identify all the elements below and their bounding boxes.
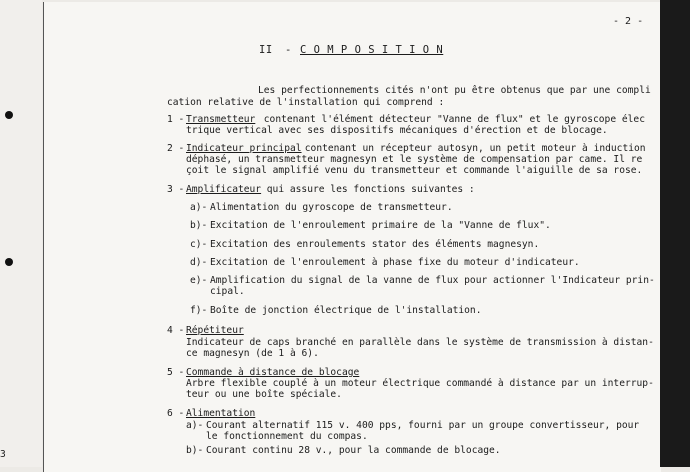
sub-item-line: Courant continu 28 v., pour la commande de blocage. (206, 445, 501, 456)
title-numeral: II (259, 44, 273, 56)
sub-item-line: Excitation de l'enroulement primaire de la "Vanne de flux". (210, 220, 551, 231)
item-heading: Alimentation (186, 408, 256, 419)
sub-item-label: d)- (190, 257, 208, 268)
punch-hole (5, 111, 13, 119)
document-page (43, 2, 661, 472)
item-line: contenant l'élément détecteur "Vanne de flux" et le gyroscope élec (258, 114, 645, 125)
sub-item-line: Courant alternatif 115 v. 400 pps, fourni par un groupe convertisseur, pour (206, 420, 640, 431)
sub-item-label: c)- (190, 239, 208, 250)
intro-line: cation relative de l'installation qui comprend : (167, 97, 445, 108)
item-heading: Commande à distance de blocage (186, 367, 360, 378)
item-heading: Amplificateur (186, 184, 262, 195)
item-number: 1 - (167, 114, 185, 125)
item-line: teur ou une boîte spéciale. (186, 389, 342, 400)
punch-hole (5, 258, 13, 266)
sub-item-line: Excitation des enroulements stator des éléments magnesyn. (210, 239, 540, 250)
item-number: 2 - (167, 143, 185, 154)
intro-line: Les perfectionnements cités n'ont pu être obtenus que par une compli (258, 85, 651, 96)
item-line: contenant un récepteur autosyn, un petit moteur à induction (299, 143, 646, 154)
sub-item-line: Excitation de l'enroulement à phase fixe du moteur d'indicateur. (210, 257, 580, 268)
sub-item-line: le fonctionnement du compas. (206, 431, 368, 442)
sub-item-label: b)- (190, 220, 208, 231)
item-line: çoit le signal amplifié venu du transmetteur et commande l'aiguille de sa rose. (186, 165, 643, 176)
scan-left-margin (0, 0, 42, 467)
item-number: 5 - (167, 367, 185, 378)
sub-item-label: a)- (190, 202, 208, 213)
title-dash: - (285, 44, 292, 56)
item-heading: Transmetteur (186, 114, 256, 125)
margin-mark: 3 (0, 449, 6, 460)
item-heading: Répétiteur (186, 325, 244, 336)
item-line: Arbre flexible couplé à un moteur électrique commandé à distance par un interrup- (186, 378, 654, 389)
page-number: - 2 - (613, 16, 644, 27)
sub-item-label: a)- (186, 420, 204, 431)
item-line: Indicateur de caps branché en parallèle dans le système de transmission à distan- (186, 337, 654, 348)
sub-item-label: e)- (190, 275, 208, 286)
item-number: 6 - (167, 408, 185, 419)
sub-item-label: f)- (190, 305, 208, 316)
sub-item-line: Boîte de jonction électrique de l'installation. (210, 305, 482, 316)
item-line: trique vertical avec ses dispositifs mécaniques d'érection et de blocage. (186, 125, 608, 136)
title-word: C O M P O S I T I O N (300, 44, 444, 56)
item-line: qui assure les fonctions suivantes : (261, 184, 475, 195)
item-number: 4 - (167, 325, 185, 336)
sub-item-line: Alimentation du gyroscope de transmetteur. (210, 202, 453, 213)
item-line: déphasé, un transmetteur magnesyn et le système de compensation par came. Il re (186, 154, 643, 165)
sub-item-line: Amplification du signal de la vanne de flux pour actionner l'Indicateur prin- (210, 275, 655, 286)
item-heading: Indicateur principal (186, 143, 302, 154)
item-number: 3 - (167, 184, 185, 195)
sub-item-line: cipal. (210, 286, 245, 297)
scan-right-border (660, 0, 690, 467)
sub-item-label: b)- (186, 445, 204, 456)
item-line: ce magnesyn (de 1 à 6). (186, 348, 319, 359)
